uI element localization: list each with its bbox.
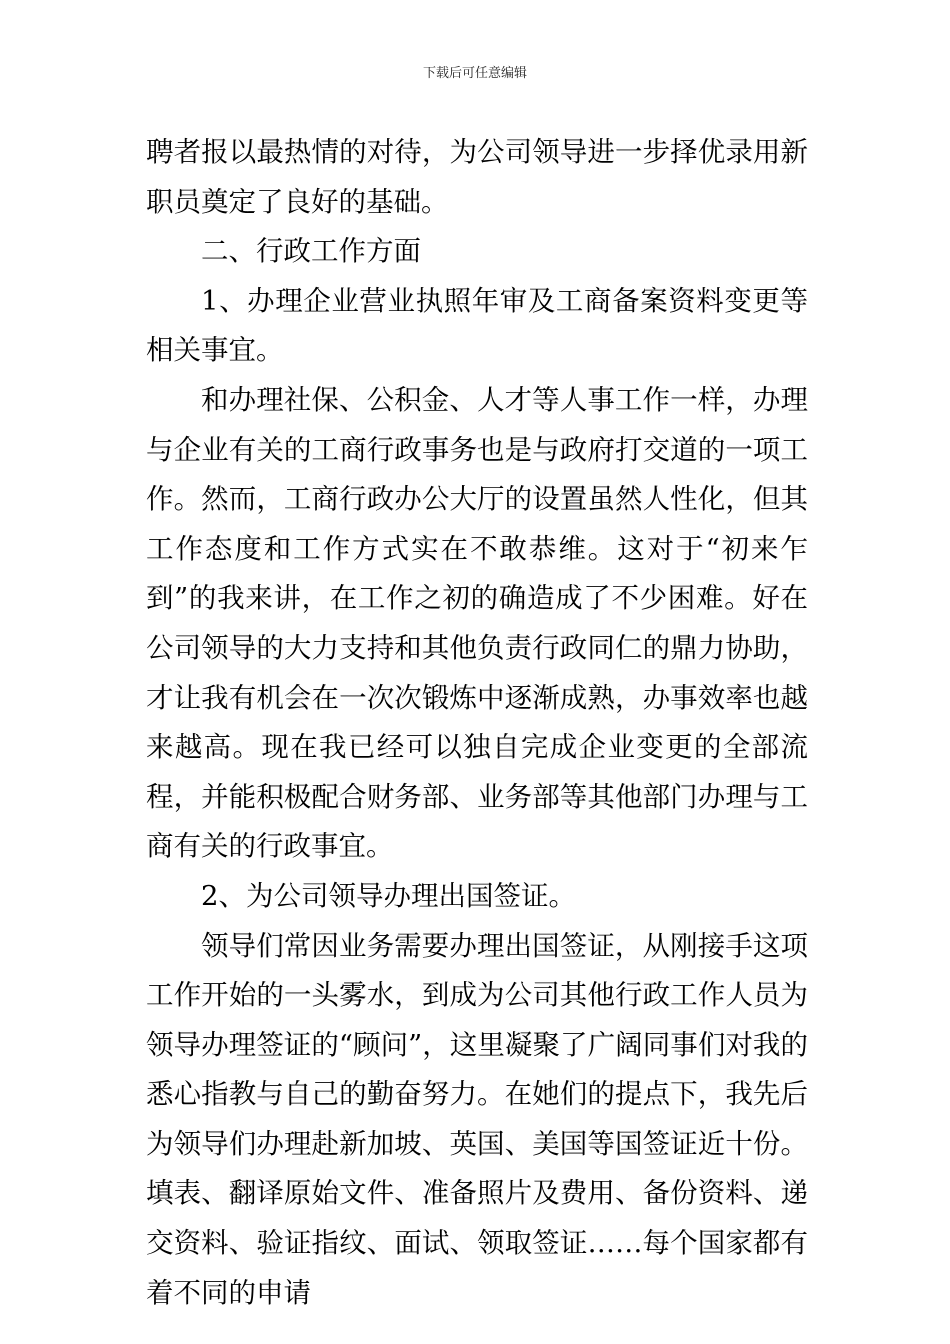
paragraph-business-affairs: 和办理社保、公积金、人才等人事工作一样，办理与企业有关的工商行政事务也是与政府打交道的一项工作。然而，工商行政办公大厅的设置虽然人性化，但其工作态度和工作方式实在不敢恭维。这对于“初来乍到”的我来讲，在工作之初的确造成了不少困难。好在公司领导的大力支持和其他负责行政同仁的鼎力协助，才让我有机会在一次次锻炼中逐渐成熟，办事效率也越来越高。现在我已经可以独自完成企业变更的全部流程，并能积极配合财务部、业务部等其他部门办理与工商有关的行政事宜。 xyxy=(146,383,808,863)
document-body xyxy=(146,128,808,1318)
section-heading-admin-work: 二、行政工作方面 xyxy=(201,235,421,268)
item-heading-business-license: 1、办理企业营业执照年审及工商备案资料变更等相关事宜。 xyxy=(146,284,808,367)
paragraph-visa-work: 领导们常因业务需要办理出国签证，从刚接手这项工作开始的一头雾水，到成为公司其他行政工作人员为领导办理签证的“顾问”，这里凝聚了广阔同事们对我的悉心指教与自己的勤奋努力。在她们的提点下，我先后为领导们办理赴新加坡、英国、美国等国签证近十份。填表、翻译原始文件、准备照片及费用、备份资料、递交资料、验证指纹、面试、领取签证……每个国家都有着不同的申请 xyxy=(146,929,808,1309)
paragraph-recruitment-end: 聘者报以最热情的对待，为公司领导进一步择优录用新职员奠定了良好的基础。 xyxy=(146,136,808,218)
item-heading-visa: 2、为公司领导办理出国签证。 xyxy=(201,879,576,912)
page-header: 下载后可任意编辑 xyxy=(422,66,527,81)
